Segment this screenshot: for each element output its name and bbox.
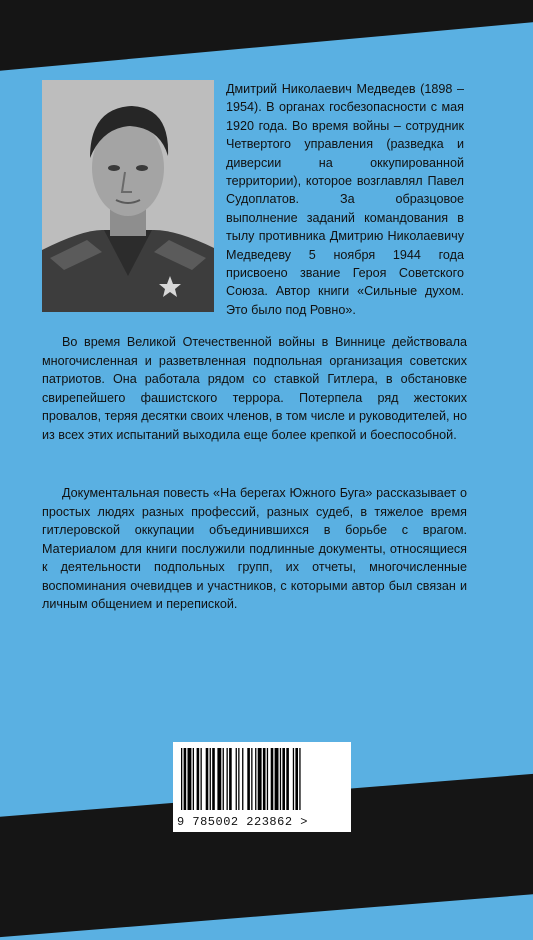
author-portrait-photo: [42, 80, 214, 312]
isbn-barcode: [173, 742, 351, 832]
barcode-number: 9 785002 223862 >: [177, 815, 308, 829]
description-paragraph-2: Документальная повесть «На берегах Южного Буга» рассказывает о простых людях разных профессий, разных судеб, в тяжелое время гитлеровской оккупации объединившихся в борьбе с врагом. Материалом для книги послужили подлинные документы, относящиеся к деятельности подпольных групп, их отчеты, многочисленные воспоминания очевидцев и участников, с которыми автор был связан и личным общением и перепиской.: [42, 486, 467, 611]
top-black-stripe: [0, 0, 533, 74]
barcode-bars: [179, 748, 345, 810]
description-paragraph-1: Во время Великой Отечественной войны в Виннице действовала многочисленная и разветвленная подпольная организация советских патриотов. Она работала рядом со ставкой Гитлера, в обстановке свирепейшего фашистского террора. Потерпела ряд жестоких провалов, теряя десятки своих членов, в том числе и руководителей, но из всех этих испытаний выходила еще более крепкой и боеспособной.: [42, 335, 468, 442]
author-bio-text: Дмитрий Николаевич Медведев (1898 – 1954). В органах госбезопасности с мая 1920 года. Во время войны – сотрудник Четвертого управления (разведка и диверсии на оккупированной территории), которое возглавлял Павел Судоплатов. За образцовое выполнение заданий командования в тылу противника Дмитрию Николаевичу Медведеву 5 ноября 1944 года присвоено звание Героя Советского Союза. Автор книги «Сильные духом. Это было под Ровно».: [226, 82, 464, 317]
